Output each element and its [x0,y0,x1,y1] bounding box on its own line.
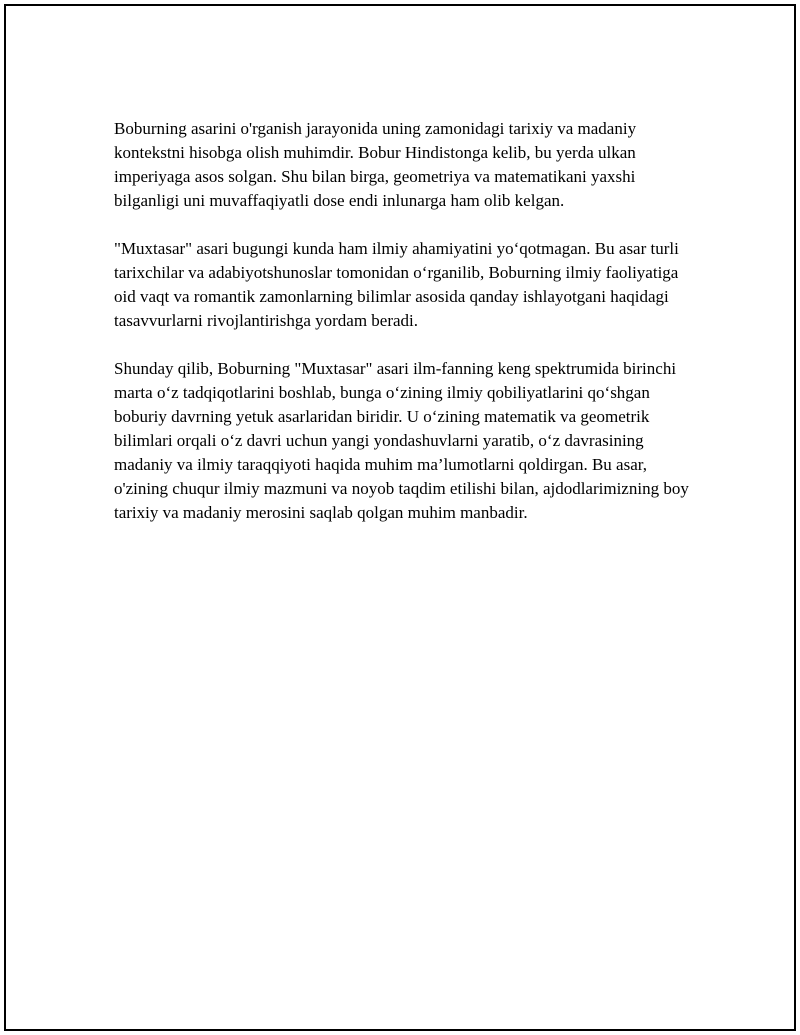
paragraph-2: "Muxtasar" asari bugungi kunda ham ilmiy ahamiyatini yo‘qotmagan. Bu asar turli tarixchilar va adabiyotshunoslar tomonidan o‘rganilib, Boburning ilmiy faoliyatiga oid vaqt va romantik zamonlarning bilimlar asosida qanday ishlayotgani haqidagi tasavvurlarni rivojlantirishga yordam beradi. [114,239,679,330]
paragraph-1: Boburning asarini o'rganish jarayonida uning zamonidagi tarixiy va madaniy kontekstni hisobga olish muhimdir. Bobur Hindistonga kelib, bu yerda ulkan imperiyaga asos solgan. Shu bilan birga, geometriya va matematikani yaxshi bilganligi uni muvaffaqiyatli dose endi inlunarga ham olib kelgan. [114,119,637,210]
paragraph-3: Shunday qilib, Boburning "Muxtasar" asari ilm-fanning keng spektrumida birinchi marta o‘z tadqiqotlarini boshlab, bunga o‘zining ilmiy qobiliyatlarini qo‘shgan boburiy davrning yetuk asarlaridan biridir. U o‘zining matematik va geometrik bilimlari orqali o‘z davri uchun yangi yondashuvlarni yaratib, o‘z davrasining madaniy va ilmiy taraqqiyoti haqida muhim ma’lumotlarni qoldirgan. Bu asar, o'zining chuqur ilmiy mazmuni va noyob taqdim etilishi bilan, ajdodlarimizning boy tarixiy va madaniy merosini saqlab qolgan muhim manbadir. [114,359,689,522]
document-body [114,117,694,549]
